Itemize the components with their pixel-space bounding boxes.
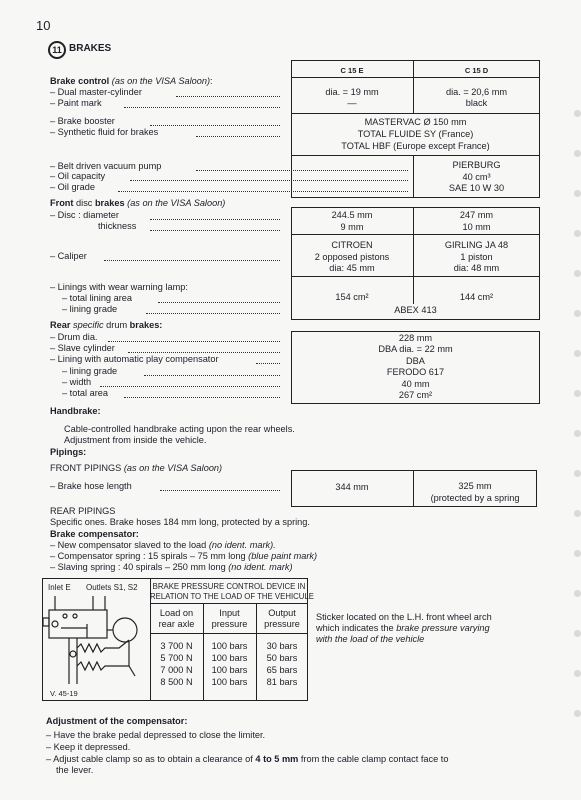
paint-c15e: — (347, 98, 357, 108)
punch-hole (574, 390, 581, 397)
lining-area-c15d: 144 cm² (459, 292, 494, 302)
disc-c15e-thickness: 9 mm (340, 222, 364, 232)
rear-linings-value: DBA (406, 356, 425, 366)
rear-width-value: 40 mm (401, 379, 430, 389)
punch-hole (574, 230, 581, 237)
caliper-label: – Caliper (50, 251, 87, 261)
slave-cylinder-label: – Slave cylinder (50, 343, 115, 353)
rear-width-label: – width (62, 377, 92, 387)
paint-c15d: black (465, 98, 488, 108)
diagram-inlet-label: Inlet E (48, 583, 71, 592)
punch-hole (574, 590, 581, 597)
rear-pipings-text: Specific ones. Brake hoses 184 mm long, protected by a spring. (50, 517, 310, 527)
compensator-line-1: – New compensator slaved to the load (no ident. mark). (50, 540, 276, 550)
hose-c15d-2: (protected by a spring (430, 493, 520, 503)
punch-hole (574, 670, 581, 677)
pressure-row-output: 50 bars (266, 653, 298, 663)
disc-c15d-diameter: 247 mm (459, 210, 494, 220)
handbrake-line-2: Adjustment from inside the vehicle. (64, 435, 207, 445)
section-number: 11 (48, 41, 66, 59)
pressure-row-input: 100 bars (211, 677, 248, 687)
master-c15d: dia. = 20,6 mm (445, 87, 508, 97)
rear-area-value: 267 cm² (398, 390, 433, 400)
col-load-h1: Load on (159, 608, 194, 618)
caliper-c15e-1: CITROEN (331, 240, 373, 250)
rear-pipings-heading: REAR PIPINGS (50, 506, 116, 516)
lining-area-c15e: 154 cm² (335, 292, 369, 302)
punch-hole (574, 150, 581, 157)
col-header-c15e: C 15 E (340, 66, 364, 75)
oil-grade-value: SAE 10 W 30 (448, 183, 505, 193)
punch-hole (574, 270, 581, 277)
col-output-h1: Output (268, 608, 296, 618)
adjustment-heading: Adjustment of the compensator: (46, 716, 188, 726)
drum-dia-value: 228 mm (398, 333, 433, 343)
caliper-c15e-3: dia: 45 mm (329, 263, 375, 273)
lining-grade-label: – lining grade (62, 304, 118, 314)
col-input-h2: pressure (211, 619, 248, 629)
punch-hole (574, 470, 581, 477)
compensator-heading: Brake compensator: (50, 529, 139, 539)
section-title: BRAKES (69, 43, 112, 54)
fluid-label: – Synthetic fluid for brakes (50, 127, 159, 137)
page-number: 10 (36, 18, 51, 33)
pressure-row-output: 30 bars (266, 641, 298, 651)
fluid-value-1: TOTAL FLUIDE SY (France) (357, 129, 474, 139)
punch-hole (574, 310, 581, 317)
rear-lining-grade-label: – lining grade (62, 366, 118, 376)
oil-capacity-label: – Oil capacity (50, 171, 106, 181)
disc-c15d-thickness: 10 mm (462, 222, 491, 232)
rear-linings-label: – Lining with automatic play compensator (50, 354, 219, 364)
disc-thickness-label: thickness (98, 221, 137, 231)
handbrake-line-1: Cable-controlled handbrake acting upon the rear wheels. (64, 424, 295, 434)
col-header-c15d: C 15 D (464, 66, 489, 75)
hose-c15d-1: 325 mm (458, 481, 492, 491)
punch-hole (574, 510, 581, 517)
pressure-title-2: RELATION TO THE LOAD OF THE VEHICULE (150, 592, 314, 601)
front-pipings-heading: FRONT PIPINGS (as on the VISA Saloon) (50, 463, 223, 473)
diagram-outlets-label: Outlets S1, S2 (86, 583, 138, 592)
adjustment-line-3: – Adjust cable clamp so as to obtain a clearance of 4 to 5 mm from the cable clamp contact face to (46, 754, 449, 764)
caliper-c15d-3: dia: 48 mm (453, 263, 500, 273)
rear-lining-grade-value: FERODO 617 (386, 367, 445, 377)
vacuum-pump-label: – Belt driven vacuum pump (50, 161, 162, 171)
adjustment-line-1: – Have the brake pedal depressed to close the limiter. (46, 730, 266, 740)
pressure-row-load: 3 700 N (160, 641, 193, 651)
disc-c15e-diameter: 244.5 mm (331, 210, 373, 220)
slave-cylinder-value: DBA dia. = 22 mm (378, 344, 453, 354)
pipings-heading: Pipings: (50, 447, 87, 457)
fluid-value-2: TOTAL HBF (Europe except France) (341, 141, 490, 151)
pressure-row-load: 5 700 N (160, 653, 193, 663)
pressure-row-input: 100 bars (211, 641, 248, 651)
punch-hole (574, 710, 581, 717)
diagram-ref: V. 45-19 (50, 689, 78, 698)
col-output-h2: pressure (264, 619, 300, 629)
pressure-title-1: BRAKE PRESSURE CONTROL DEVICE IN (152, 582, 306, 591)
adjustment-line-4: the lever. (56, 765, 94, 775)
rear-brakes-heading: Rear specific drum brakes: (50, 320, 163, 330)
master-c15e: dia. = 19 mm (325, 87, 379, 97)
lining-grade-value: ABEX 413 (394, 305, 437, 315)
caliper-c15d-1: GIRLING JA 48 (444, 240, 509, 250)
caliper-c15d-2: 1 piston (460, 252, 493, 262)
col-load-h2: rear axle (158, 619, 195, 629)
hose-length-label: – Brake hose length (50, 481, 132, 491)
punch-hole (574, 190, 581, 197)
paint-mark-label: – Paint mark (50, 98, 102, 108)
rear-area-label: – total area (62, 388, 108, 398)
oil-capacity-value: 40 cm³ (462, 172, 491, 182)
drum-dia-label: – Drum dia. (50, 332, 98, 342)
adjustment-line-2: – Keep it depressed. (46, 742, 131, 752)
hose-c15e: 344 mm (335, 482, 369, 492)
disc-diameter-label: – Disc : diameter (50, 210, 119, 220)
punch-hole (574, 350, 581, 357)
pressure-row-input: 100 bars (211, 653, 248, 663)
sticker-line-1: Sticker located on the L.H. front wheel arch (316, 612, 492, 622)
punch-hole (574, 430, 581, 437)
lining-area-label: – total lining area (62, 293, 132, 303)
compensator-diagram (43, 594, 149, 688)
caliper-c15e-2: 2 opposed pistons (314, 252, 390, 262)
sticker-line-2: which indicates the brake pressure varying (316, 623, 490, 633)
handbrake-heading: Handbrake: (50, 406, 101, 416)
pressure-row-output: 65 bars (266, 665, 298, 675)
pressure-row-output: 81 bars (266, 677, 298, 687)
punch-hole (574, 110, 581, 117)
booster-label: – Brake booster (50, 116, 115, 126)
vacuum-pump-value: PIERBURG (452, 160, 501, 170)
punch-hole (574, 630, 581, 637)
compensator-line-3: – Slaving spring : 40 spirals – 250 mm long (no ident. mark) (50, 562, 293, 572)
punch-hole (574, 550, 581, 557)
pressure-row-load: 7 000 N (160, 665, 193, 675)
col-input-h1: Input (219, 608, 240, 618)
compensator-line-2: – Compensator spring : 15 spirals – 75 mm long (blue paint mark) (50, 551, 318, 561)
front-brakes-heading: Front disc brakes (as on the VISA Saloon) (50, 198, 226, 208)
brake-control-heading: Brake control (as on the VISA Saloon): (50, 76, 213, 86)
master-cylinder-label: – Dual master-cylinder (50, 87, 142, 97)
booster-value: MASTERVAC Ø 150 mm (364, 117, 467, 127)
linings-label: – Linings with wear warning lamp: (50, 282, 188, 292)
oil-grade-label: – Oil grade (50, 182, 95, 192)
pressure-row-load: 8 500 N (160, 677, 193, 687)
pressure-row-input: 100 bars (211, 665, 248, 675)
sticker-line-3: with the load of the vehicle (316, 634, 425, 644)
